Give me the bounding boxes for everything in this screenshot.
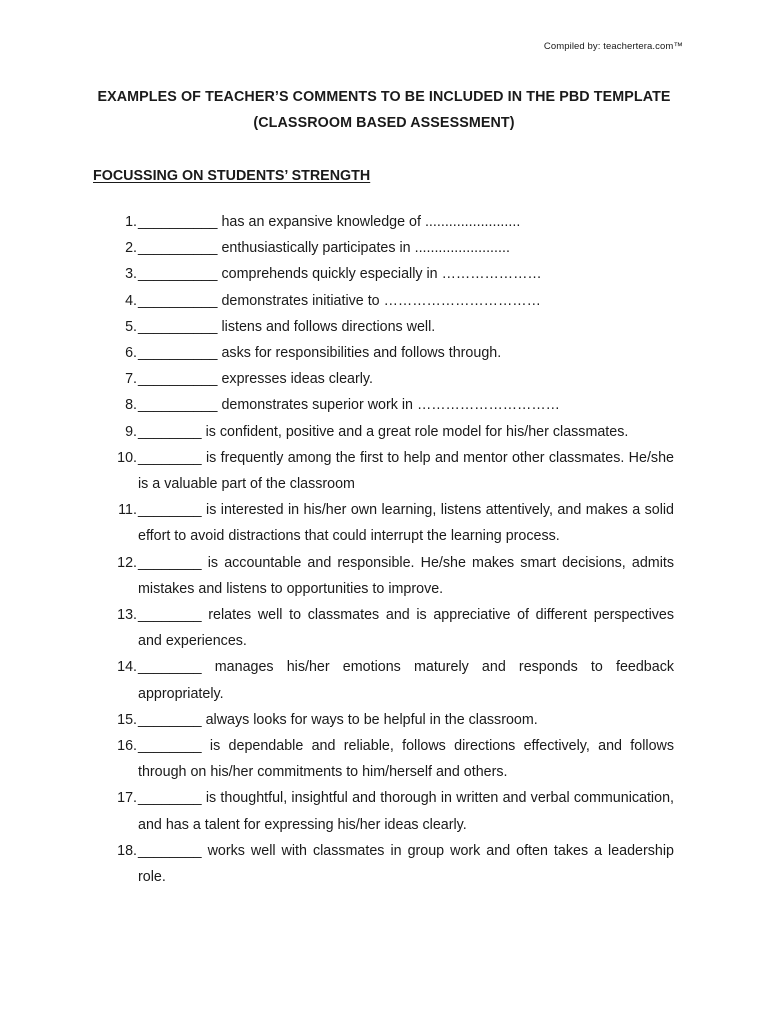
item-text: ________ works well with classmates in group work and often takes a leadership role. (138, 842, 674, 886)
list-item (90, 261, 674, 287)
item-number: 10. (117, 449, 137, 466)
item-text: ________ is thoughtful, insightful and thorough in written and verbal communication, and has a talent for expressing his/her ideas clearly. (138, 790, 674, 833)
comments-list (90, 209, 674, 890)
item-text: ________ is confident, positive and a great role model for his/her classmates. (138, 423, 629, 440)
list-item (90, 314, 674, 340)
item-number: 16. (117, 738, 137, 755)
list-item (90, 654, 674, 706)
item-number: 5. (125, 318, 137, 335)
list-item (90, 288, 674, 314)
list-item (90, 209, 674, 235)
item-text: __________ comprehends quickly especially in ………………… (138, 266, 542, 283)
item-number: 11. (118, 502, 137, 519)
item-number: 2. (125, 240, 137, 257)
item-number: 12. (117, 554, 137, 571)
item-text: __________ enthusiastically participates in ........................ (138, 240, 510, 257)
list-item (90, 445, 674, 497)
document-subtitle: (CLASSROOM BASED ASSESSMENT) (253, 115, 515, 131)
item-number: 3. (125, 266, 137, 283)
item-text: __________ expresses ideas clearly. (138, 371, 373, 388)
list-item (90, 392, 674, 418)
item-text: __________ listens and follows directions well. (138, 318, 436, 335)
section-heading: FOCUSSING ON STUDENTS’ STRENGTH (93, 168, 371, 184)
compiled-by-credit: Compiled by: teachertera.com™ (543, 41, 683, 52)
item-number: 7. (125, 371, 137, 388)
item-number: 14. (117, 659, 137, 676)
item-number: 13. (117, 607, 137, 624)
list-item (90, 733, 674, 785)
item-number: 9. (125, 423, 137, 440)
item-number: 8. (125, 397, 137, 414)
list-item (90, 497, 674, 549)
item-text: ________ is accountable and responsible. He/she makes smart decisions, admits mistakes and listens to opportunities to improve. (138, 554, 674, 597)
list-item (90, 838, 674, 890)
item-number: 1. (125, 214, 137, 230)
list-item (90, 419, 674, 445)
list-item (90, 785, 674, 837)
item-number: 4. (125, 292, 137, 309)
item-text: ________ is dependable and reliable, follows directions effectively, and follows through on his/her commitments to him/herself and others. (138, 738, 674, 781)
item-text: ________ manages his/her emotions maturely and responds to feedback appropriately. (138, 659, 674, 702)
list-item (90, 707, 674, 733)
list-item (90, 235, 674, 261)
list-item (90, 602, 674, 654)
item-number: 18. (117, 842, 137, 859)
document-title: EXAMPLES OF TEACHER’S COMMENTS TO BE INCLUDED IN THE PBD TEMPLATE (97, 89, 671, 105)
item-text: ________ is interested in his/her own learning, listens attentively, and makes a solid effort to avoid distractions that could interrupt the learning process. (138, 502, 674, 545)
item-text: ________ always looks for ways to be helpful in the classroom. (138, 711, 538, 728)
list-item (90, 366, 674, 392)
item-text: ________ is frequently among the first to help and mentor other classmates. He/she is a valuable part of the classroom (138, 449, 674, 493)
item-number: 15. (117, 711, 137, 728)
item-text: __________ demonstrates superior work in ………………………… (138, 397, 560, 414)
item-text: __________ demonstrates initiative to …………………………… (138, 292, 541, 309)
item-text: __________ has an expansive knowledge of ........................ (138, 214, 521, 230)
list-item (90, 340, 674, 366)
item-text: __________ asks for responsibilities and follows through. (138, 345, 502, 362)
item-text: ________ relates well to classmates and is appreciative of different perspectives and experiences. (138, 607, 674, 650)
item-number: 6. (125, 345, 137, 362)
list-item (90, 550, 674, 602)
item-number: 17. (117, 790, 137, 807)
